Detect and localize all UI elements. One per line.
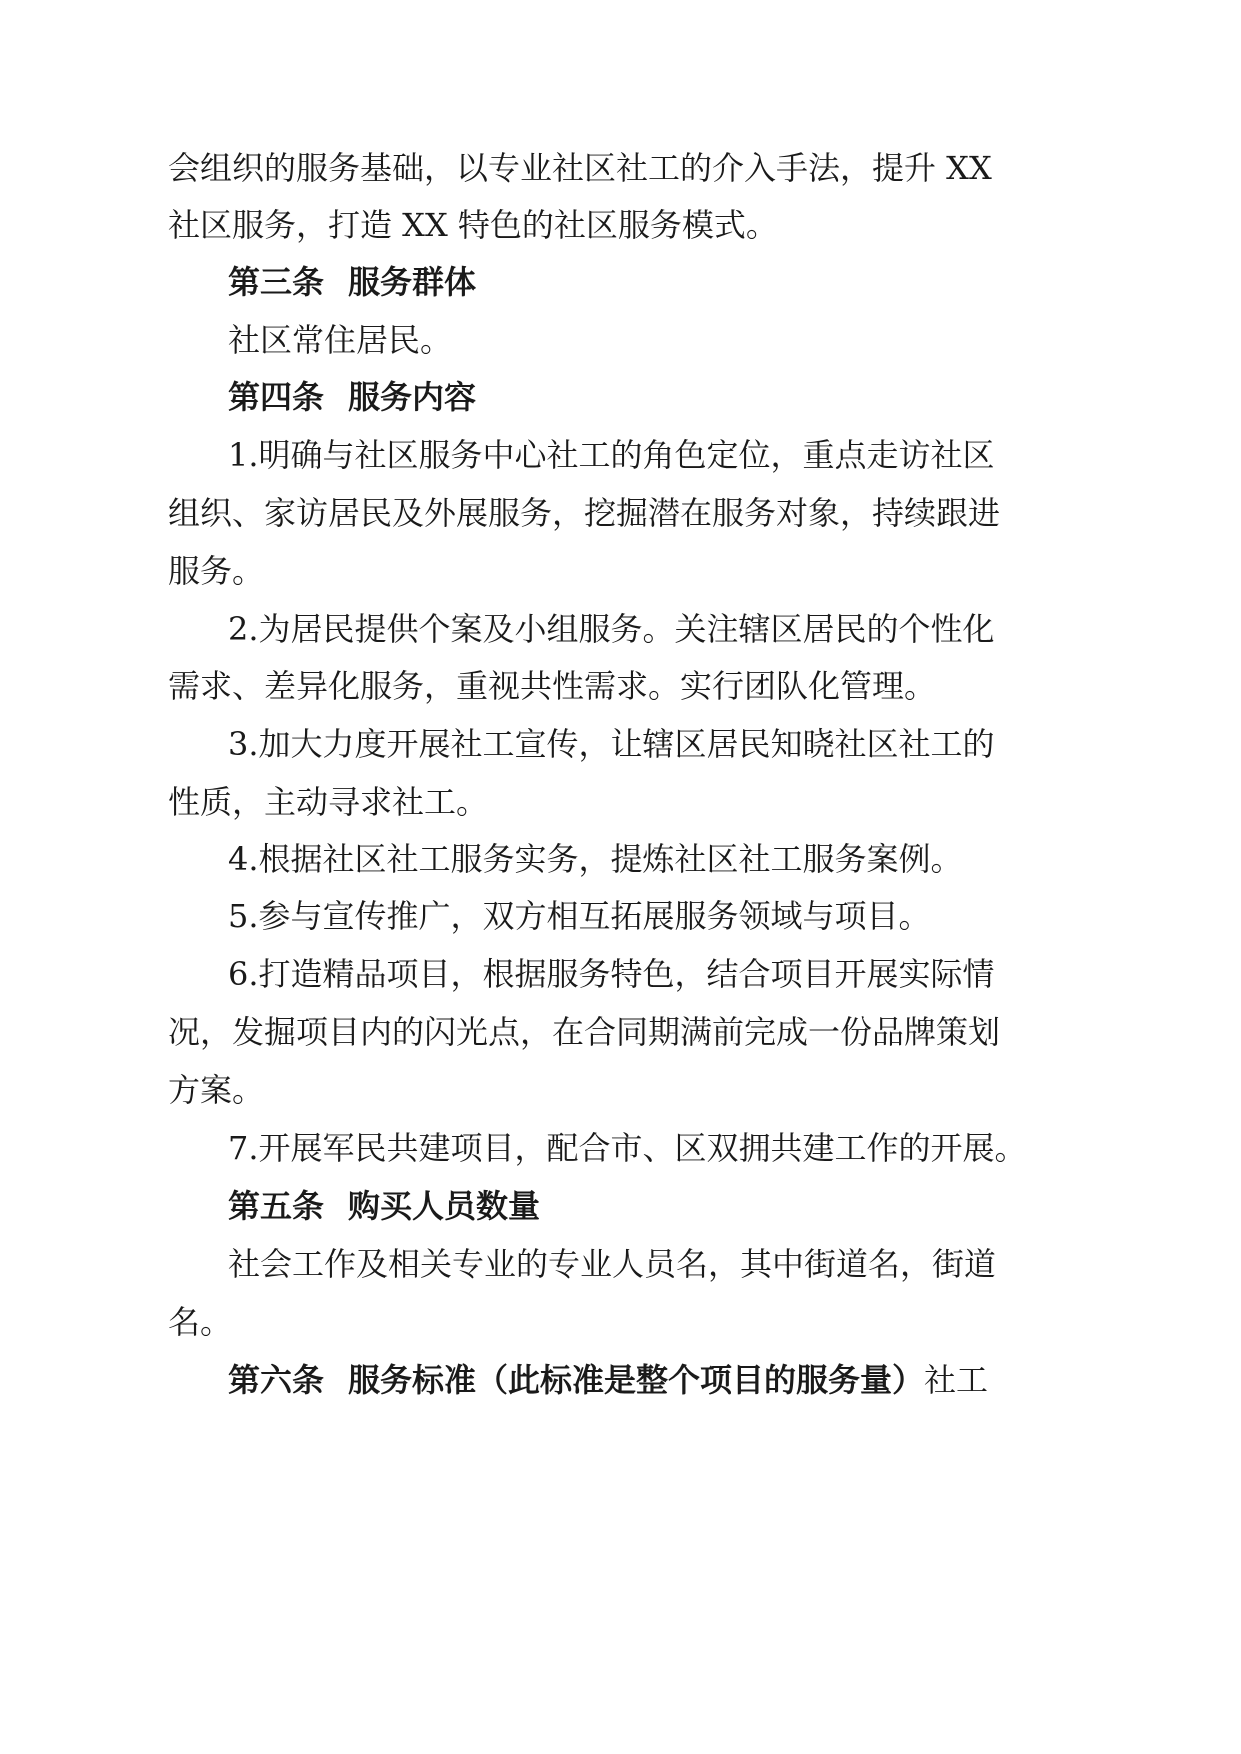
list-item-line (0, 1007, 1241, 1057)
article-number: 第三条 (228, 263, 325, 301)
article-heading (0, 257, 1241, 307)
list-item-line (0, 891, 1241, 941)
article-number: 第六条 (228, 1361, 325, 1399)
article-title: 购买人员数量 (348, 1187, 541, 1225)
paragraph-line (0, 143, 1241, 193)
paragraph-text: 名。 (168, 1303, 233, 1341)
article-heading (0, 372, 1241, 422)
list-item-text: 2.为居民提供个案及小组服务。关注辖区居民的个性化 (228, 610, 995, 648)
list-item-line (0, 430, 1241, 480)
article-title: 服务标准（此标准是整个项目的服务量） (348, 1361, 925, 1399)
paragraph-line (0, 315, 1241, 365)
paragraph-line (0, 1239, 1241, 1289)
article-number: 第四条 (228, 378, 325, 416)
list-item-line (0, 719, 1241, 769)
list-item-text: 3.加大力度开展社工宣传，让辖区居民知晓社区社工的 (228, 725, 995, 763)
list-item-line (0, 661, 1241, 711)
paragraph-text: 会组织的服务基础，以专业社区社工的介入手法，提升 XX (168, 149, 992, 187)
list-item-line (0, 1065, 1241, 1115)
list-item-line (0, 834, 1241, 884)
list-item-line (0, 1123, 1241, 1173)
article-number: 第五条 (228, 1187, 325, 1225)
paragraph-line (0, 200, 1241, 250)
list-item-text: 7.开展军民共建项目，配合市、区双拥共建工作的开展。 (228, 1129, 1027, 1167)
list-item-line (0, 777, 1241, 827)
list-item-line (0, 949, 1241, 999)
paragraph-text: 社会工作及相关专业的专业人员名，其中街道名，街道 (228, 1245, 997, 1283)
list-item-text: 况，发掘项目内的闪光点，在合同期满前完成一份品牌策划 (168, 1013, 1001, 1051)
list-item-text: 组织、家访居民及外展服务，挖掘潜在服务对象，持续跟进 (168, 494, 1001, 532)
list-item-text: 1.明确与社区服务中心社工的角色定位，重点走访社区 (228, 436, 995, 474)
paragraph-line (0, 1297, 1241, 1347)
article-tail-text: 社工 (924, 1361, 989, 1399)
paragraph-text: 社区服务，打造 XX 特色的社区服务模式。 (168, 206, 778, 244)
list-item-text: 需求、差异化服务，重视共性需求。实行团队化管理。 (168, 667, 937, 705)
article-title: 服务内容 (348, 378, 477, 416)
list-item-text: 方案。 (168, 1071, 265, 1109)
list-item-line (0, 488, 1241, 538)
list-item-text: 性质，主动寻求社工。 (168, 783, 489, 821)
list-item-text: 4.根据社区社工服务实务，提炼社区社工服务案例。 (228, 840, 963, 878)
list-item-text: 6.打造精品项目，根据服务特色，结合项目开展实际情 (228, 955, 995, 993)
list-item-text: 服务。 (168, 552, 265, 590)
article-title: 服务群体 (348, 263, 477, 301)
paragraph-text: 社区常住居民。 (228, 321, 453, 359)
article-heading (0, 1181, 1241, 1231)
list-item-line (0, 546, 1241, 596)
article-heading (0, 1355, 1241, 1405)
list-item-text: 5.参与宣传推广，双方相互拓展服务领域与项目。 (228, 897, 931, 935)
list-item-line (0, 604, 1241, 654)
